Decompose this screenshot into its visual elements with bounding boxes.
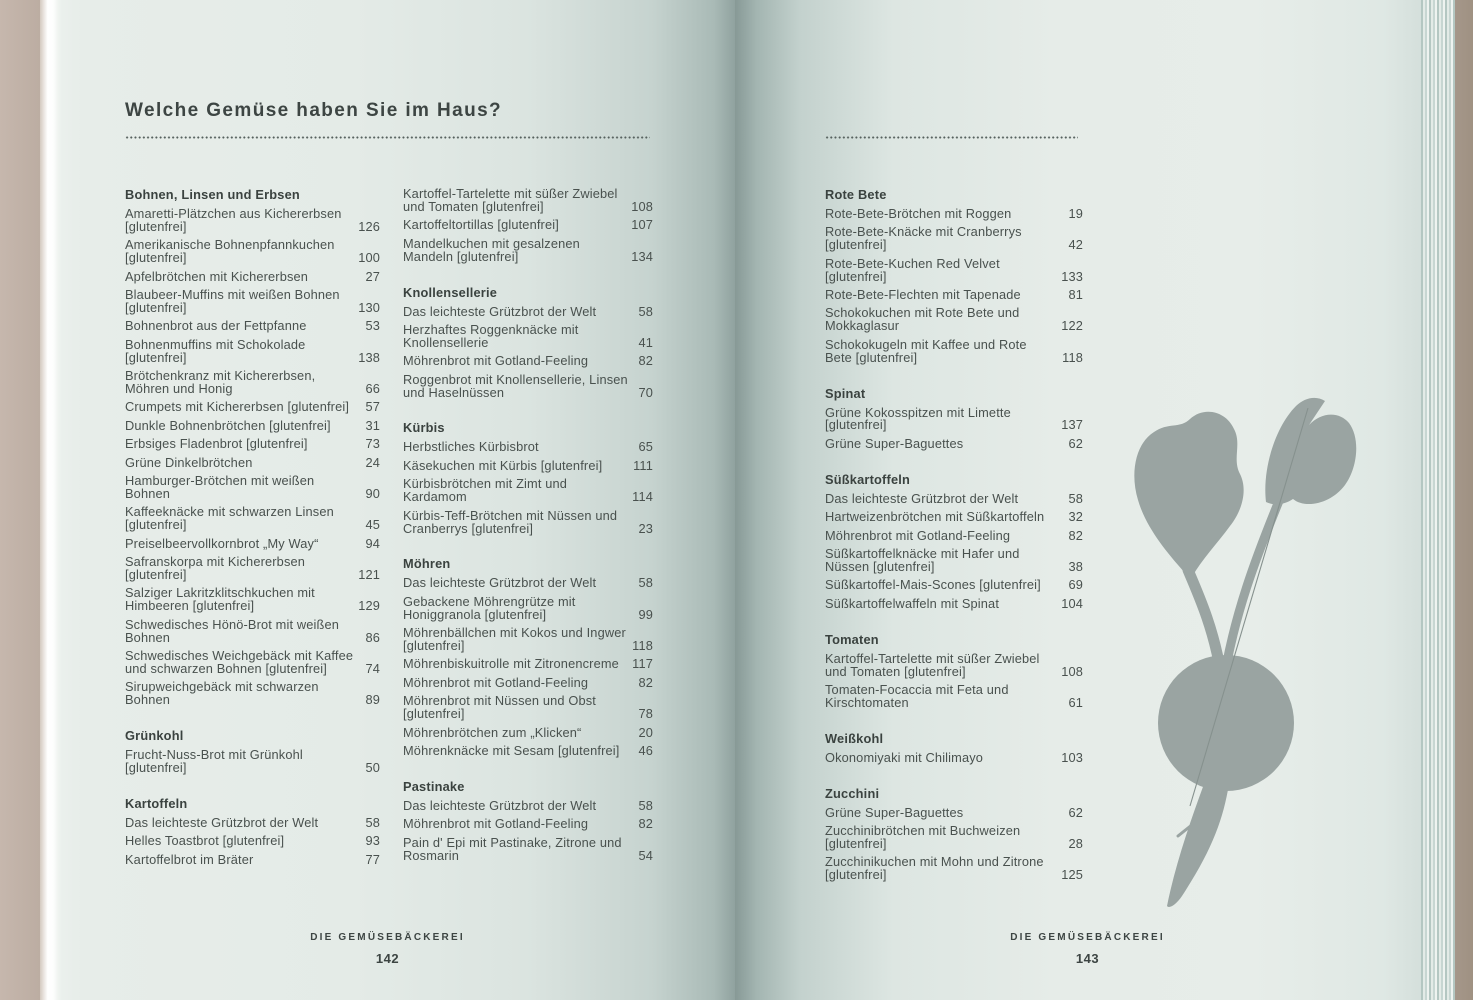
recipe-title: Möhrenbrot mit Nüssen und Obst [glutenfrei]: [403, 693, 596, 722]
recipe-page-number: 81: [1068, 287, 1083, 303]
section-heading: Spinat: [825, 385, 866, 401]
recipe-page-number: 114: [632, 489, 653, 505]
recipe-entry: [125, 616, 380, 645]
recipe-page-number: 137: [1061, 417, 1083, 433]
recipe-page-number: 130: [358, 299, 380, 315]
section-heading: Knollensellerie: [403, 284, 498, 300]
recipe-entry: [125, 417, 380, 433]
recipe-title: Zucchinibrötchen mit Buchweizen [glutenfrei]: [825, 823, 1021, 851]
recipe-entry: [403, 695, 653, 721]
recipe-title: Helles Toastbrot [glutenfrei]: [125, 833, 285, 849]
recipe-title: Bohnenmuffins mit Schokolade [glutenfrei]: [125, 336, 306, 365]
beet-leaf-right: [1265, 398, 1356, 505]
vegetable-section: [403, 421, 653, 535]
recipe-title: Möhrenbrot mit Gotland-Feeling: [825, 527, 1011, 543]
recipe-title: Hamburger-Brötchen mit weißen Bohnen: [125, 473, 315, 501]
recipe-page-number: 58: [1068, 490, 1083, 506]
book-series-label: DIE GEMÜSEBÄCKEREI: [1010, 932, 1165, 943]
recipe-page-number: 28: [1068, 835, 1083, 851]
recipe-entry: [403, 219, 653, 232]
recipe-entry: [825, 825, 1083, 851]
recipe-title: Möhrenbiskuitrolle mit Zitronencreme: [403, 656, 619, 672]
section-heading: Süßkartoffeln: [825, 471, 911, 487]
section-heading: Tomaten: [825, 631, 879, 647]
recipe-page-number: 58: [638, 797, 653, 813]
recipe-entry: [403, 507, 653, 536]
recipe-entry: [403, 457, 653, 473]
beet-root: [1167, 784, 1229, 907]
recipe-title: Amerikanische Bohnenpfannkuchen [glutenfrei]: [125, 237, 335, 266]
recipe-title: Kürbisbrötchen mit Zimt und Kardamom: [403, 476, 568, 505]
recipe-entry: [125, 336, 380, 365]
recipe-page-number: 69: [1068, 577, 1083, 593]
recipe-page-number: 82: [638, 353, 653, 369]
recipe-entry: [825, 804, 1083, 820]
recipe-page-number: 38: [1068, 558, 1083, 574]
recipe-title: Möhrenbällchen mit Kokos und Ingwer [glutenfrei]: [403, 625, 626, 654]
recipe-page-number: 41: [638, 334, 653, 350]
section-heading: Möhren: [403, 556, 451, 572]
recipe-title: Schwedisches Weichgebäck mit Kaffee und schwarzen Bohnen [glutenfrei]: [125, 647, 354, 676]
vegetable-section: [125, 797, 380, 867]
book-series-label: DIE GEMÜSEBÄCKEREI: [310, 932, 465, 943]
recipe-title: Das leichteste Grützbrot der Welt: [825, 490, 1019, 506]
recipe-entry: [825, 527, 1083, 543]
recipe-page-number: 117: [632, 656, 653, 672]
recipe-entry: [825, 435, 1083, 451]
recipe-page-number: 58: [638, 303, 653, 319]
recipe-entry: [125, 454, 380, 470]
recipe-entry: [125, 239, 380, 265]
recipe-entry: [825, 255, 1083, 284]
recipe-entry: [125, 438, 380, 451]
recipe-entry: [825, 595, 1083, 611]
recipe-title: Das leichteste Grützbrot der Welt: [403, 797, 597, 813]
recipe-title: Möhrenbrot mit Gotland-Feeling: [403, 353, 589, 369]
vegetable-section: [403, 780, 653, 863]
recipe-entry: [125, 401, 380, 414]
recipe-page-number: 54: [638, 847, 653, 863]
vegetable-section: [403, 188, 653, 264]
page-title: Welche Gemüse haben Sie im Haus?: [125, 100, 503, 121]
vegetable-section: [825, 387, 1083, 451]
recipe-entry: [403, 818, 653, 831]
recipe-entry: [125, 475, 380, 501]
recipe-title: Grüne Kokosspitzen mit Limette [glutenfrei]: [825, 404, 1011, 433]
recipe-page-number: 99: [638, 606, 653, 622]
footer-left: [125, 932, 650, 966]
recipe-page-number: 23: [638, 520, 653, 536]
recipe-page-number: 57: [365, 399, 380, 415]
recipe-page-number: 94: [365, 535, 380, 551]
recipe-entry: [125, 749, 380, 775]
recipe-entry: [825, 404, 1083, 433]
recipe-entry: [125, 556, 380, 582]
recipe-page-number: 134: [631, 248, 653, 264]
recipe-page-number: 42: [1068, 237, 1083, 253]
recipe-entry: [403, 593, 653, 622]
recipe-page-number: 104: [1061, 595, 1083, 611]
recipe-page-number: 20: [638, 724, 653, 740]
recipe-page-number: 103: [1061, 749, 1083, 765]
recipe-page-number: 90: [365, 485, 380, 501]
recipe-page-number: 108: [1061, 663, 1083, 679]
recipe-entry: [125, 814, 380, 830]
recipe-page-number: 111: [633, 457, 653, 473]
recipe-title: Mandelkuchen mit gesalzenen Mandeln [glutenfrei]: [403, 235, 580, 264]
vegetable-section: [825, 188, 1083, 365]
recipe-page-number: 86: [365, 629, 380, 645]
recipe-entry: [403, 188, 653, 214]
recipe-page-number: 66: [365, 380, 380, 396]
recipe-page-number: 61: [1068, 694, 1083, 710]
recipe-title: Preiselbeervollkornbrot „My Way“: [125, 535, 319, 551]
vegetable-section: [825, 633, 1083, 710]
recipe-entry: [403, 355, 653, 368]
recipe-title: Brötchenkranz mit Kichererbsen, Möhren und Honig: [125, 368, 316, 396]
vegetable-section: [825, 787, 1083, 883]
recipe-page-number: 125: [1061, 867, 1083, 883]
recipe-entry: [125, 835, 380, 848]
recipe-title: Grüne Super-Baguettes: [825, 435, 964, 451]
recipe-title: Okonomiyaki mit Chilimayo: [825, 749, 984, 765]
recipe-title: Rote-Bete-Kuchen Red Velvet [glutenfrei]: [825, 255, 1000, 284]
recipe-entry: [403, 441, 653, 454]
recipe-page-number: 58: [365, 814, 380, 830]
recipe-entry: [403, 235, 653, 264]
recipe-title: Apfelbrötchen mit Kichererbsen: [125, 268, 309, 284]
dotted-rule-left: [125, 136, 650, 139]
recipe-entry: [125, 535, 380, 551]
recipe-title: Zucchinikuchen mit Mohn und Zitrone [glutenfrei]: [825, 854, 1044, 883]
recipe-entry: [125, 681, 380, 707]
recipe-entry: [403, 674, 653, 690]
recipe-entry: [403, 797, 653, 813]
recipe-page-number: 46: [638, 742, 653, 758]
section-heading: Rote Bete: [825, 187, 887, 202]
vegetable-section: [403, 557, 653, 757]
recipe-title: Pain d' Epi mit Pastinake, Zitrone und Rosmarin: [403, 834, 622, 863]
recipe-page-number: 122: [1061, 318, 1083, 334]
recipe-page-number: 27: [365, 268, 380, 284]
index-column-2: [403, 188, 653, 868]
recipe-title: Das leichteste Grützbrot der Welt: [403, 575, 597, 591]
recipe-entry: [125, 208, 380, 234]
recipe-entry: [825, 681, 1083, 710]
recipe-entry: [403, 321, 653, 350]
recipe-entry: [125, 647, 380, 676]
recipe-title: Gebackene Möhrengrütze mit Honiggranola [glutenfrei]: [403, 593, 576, 622]
recipe-title: Crumpets mit Kichererbsen [glutenfrei]: [125, 399, 350, 415]
recipe-page-number: 82: [638, 674, 653, 690]
recipe-title: Käsekuchen mit Kürbis [glutenfrei]: [403, 457, 603, 473]
vegetable-section: [125, 188, 380, 707]
recipe-title: Süßkartoffelwaffeln mit Spinat: [825, 595, 1000, 611]
recipe-title: Das leichteste Grützbrot der Welt: [125, 814, 319, 830]
recipe-page-number: 73: [365, 436, 380, 452]
index-column-3: [825, 188, 1083, 888]
recipe-title: Schwedisches Hönö-Brot mit weißen Bohnen: [125, 616, 340, 645]
recipe-title: Kartoffel-Tartelette mit süßer Zwiebel und Tomaten [glutenfrei]: [825, 650, 1040, 679]
recipe-page-number: 126: [358, 218, 380, 234]
recipe-entry: [403, 742, 653, 758]
recipe-page-number: 32: [1068, 509, 1083, 525]
section-heading: Weißkohl: [825, 730, 884, 746]
recipe-title: Süßkartoffelknäcke mit Hafer und Nüssen [glutenfrei]: [825, 546, 1020, 574]
recipe-title: Roggenbrot mit Knollensellerie, Linsen und Haselnüssen: [403, 371, 628, 400]
recipe-title: Süßkartoffel-Mais-Scones [glutenfrei]: [825, 577, 1041, 593]
recipe-page-number: 118: [1062, 349, 1083, 365]
recipe-title: Rote-Bete-Knäcke mit Cranberrys [glutenfrei]: [825, 224, 1022, 253]
recipe-title: Salziger Lakritzklitschkuchen mit Himbeeren [glutenfrei]: [125, 585, 315, 614]
recipe-page-number: 24: [365, 454, 380, 470]
recipe-page-number: 53: [365, 318, 380, 334]
recipe-entry: [403, 724, 653, 740]
recipe-title: Kürbis-Teff-Brötchen mit Nüssen und Cranberrys [glutenfrei]: [403, 507, 618, 536]
recipe-title: Rote-Bete-Brötchen mit Roggen: [825, 206, 1012, 221]
beet-bulb: [1158, 655, 1294, 791]
recipe-page-number: 58: [638, 575, 653, 591]
recipe-title: Tomaten-Focaccia mit Feta und Kirschtomaten: [825, 681, 1009, 710]
recipe-page-number: 70: [638, 384, 653, 400]
recipe-page-number: 78: [638, 706, 653, 722]
beet-leaf-left: [1134, 412, 1243, 579]
beetroot-illustration: [1118, 392, 1370, 912]
recipe-title: Möhrenbrot mit Gotland-Feeling: [403, 674, 589, 690]
recipe-title: Frucht-Nuss-Brot mit Grünkohl [glutenfrei]: [125, 747, 303, 775]
recipe-entry: [403, 834, 653, 863]
recipe-entry: [125, 268, 380, 284]
recipe-entry: [125, 370, 380, 396]
recipe-page-number: 133: [1061, 268, 1083, 284]
recipe-entry: [825, 650, 1083, 679]
recipe-title: Kartoffelbrot im Bräter: [125, 851, 254, 867]
recipe-title: Das leichteste Grützbrot der Welt: [403, 303, 597, 319]
index-column-1: [125, 188, 380, 872]
recipe-title: Erbsiges Fladenbrot [glutenfrei]: [125, 436, 308, 452]
recipe-entry: [403, 658, 653, 671]
recipe-entry: [125, 506, 380, 532]
recipe-title: Sirupweichgebäck mit schwarzen Bohnen: [125, 679, 319, 708]
recipe-page-number: 65: [638, 439, 653, 455]
recipe-entry: [403, 371, 653, 400]
recipe-entry: [403, 478, 653, 504]
recipe-page-number: 77: [365, 851, 380, 867]
recipe-title: Grüne Super-Baguettes: [825, 804, 964, 820]
recipe-entry: [125, 320, 380, 333]
recipe-title: Kartoffeltortillas [glutenfrei]: [403, 217, 559, 233]
recipe-title: Blaubeer-Muffins mit weißen Bohnen [glutenfrei]: [125, 287, 340, 315]
vegetable-section: [825, 732, 1083, 765]
section-heading: Zucchini: [825, 785, 880, 801]
recipe-title: Bohnenbrot aus der Fettpfanne: [125, 318, 307, 334]
vegetable-section: [403, 286, 653, 400]
section-heading: Bohnen, Linsen und Erbsen: [125, 187, 300, 202]
recipe-title: Rote-Bete-Flechten mit Tapenade: [825, 287, 1021, 303]
section-heading: Kartoffeln: [125, 795, 188, 811]
recipe-page-number: 82: [1068, 527, 1083, 543]
recipe-entry: [125, 587, 380, 613]
recipe-entry: [403, 577, 653, 590]
recipe-page-number: 74: [365, 660, 380, 676]
recipe-entry: [125, 289, 380, 315]
recipe-page-number: 31: [365, 417, 380, 433]
recipe-entry: [825, 226, 1083, 252]
recipe-title: Kartoffel-Tartelette mit süßer Zwiebel und Tomaten [glutenfrei]: [403, 186, 618, 214]
recipe-title: Möhrenknäcke mit Sesam [glutenfrei]: [403, 742, 620, 758]
recipe-page-number: 107: [631, 217, 653, 233]
recipe-title: Dunkle Bohnenbrötchen [glutenfrei]: [125, 417, 331, 433]
recipe-title: Kaffeeknäcke mit schwarzen Linsen [glutenfrei]: [125, 504, 334, 533]
recipe-page-number: 62: [1068, 804, 1083, 820]
recipe-entry: [825, 289, 1083, 302]
recipe-title: Grüne Dinkelbrötchen: [125, 454, 253, 470]
section-heading: Pastinake: [403, 778, 465, 794]
recipe-page-number: 118: [632, 638, 653, 654]
page-edge-stack-right: [1421, 0, 1455, 1000]
footer-right: [825, 932, 1350, 966]
page-edge-highlight-left: [40, 0, 62, 1000]
recipe-page-number: 138: [358, 349, 380, 365]
recipe-title: Amaretti-Plätzchen aus Kichererbsen [glutenfrei]: [125, 206, 342, 234]
recipe-title: Schokokuchen mit Rote Bete und Mokkaglasur: [825, 305, 1020, 334]
recipe-title: Schokokugeln mit Kaffee und Rote Bete [glutenfrei]: [825, 336, 1027, 365]
recipe-title: Möhrenbrötchen zum „Klicken“: [403, 724, 582, 740]
recipe-page-number: 100: [358, 250, 380, 266]
recipe-page-number: 93: [365, 833, 380, 849]
page-number-right: 143: [1075, 951, 1100, 966]
recipe-page-number: 19: [1068, 206, 1083, 221]
recipe-page-number: 108: [631, 198, 653, 214]
recipe-entry: [825, 336, 1083, 365]
recipe-entry: [403, 303, 653, 319]
recipe-entry: [825, 208, 1083, 221]
dotted-rule-right: [825, 136, 1078, 139]
recipe-entry: [825, 490, 1083, 506]
recipe-entry: [825, 579, 1083, 592]
recipe-page-number: 121: [358, 566, 380, 582]
recipe-page-number: 45: [365, 517, 380, 533]
recipe-entry: [403, 627, 653, 653]
recipe-title: Herzhaftes Roggenknäcke mit Knollensellerie: [403, 321, 579, 350]
recipe-entry: [825, 307, 1083, 333]
section-heading: Grünkohl: [125, 728, 184, 744]
recipe-title: Hartweizenbrötchen mit Süßkartoffeln: [825, 509, 1045, 525]
page-number-left: 142: [375, 951, 400, 966]
recipe-entry: [825, 511, 1083, 524]
recipe-entry: [825, 856, 1083, 882]
recipe-title: Herbstliches Kürbisbrot: [403, 439, 539, 455]
recipe-title: Möhrenbrot mit Gotland-Feeling: [403, 816, 589, 832]
recipe-page-number: 62: [1068, 435, 1083, 451]
vegetable-section: [125, 729, 380, 775]
recipe-page-number: 50: [365, 760, 380, 775]
vegetable-section: [825, 473, 1083, 611]
recipe-page-number: 129: [358, 598, 380, 614]
recipe-entry: [825, 749, 1083, 765]
recipe-entry: [125, 851, 380, 867]
section-heading: Kürbis: [403, 420, 445, 436]
recipe-page-number: 89: [365, 692, 380, 708]
recipe-page-number: 82: [638, 816, 653, 832]
recipe-entry: [825, 548, 1083, 574]
recipe-title: Safranskorpa mit Kichererbsen [glutenfrei]: [125, 554, 306, 582]
